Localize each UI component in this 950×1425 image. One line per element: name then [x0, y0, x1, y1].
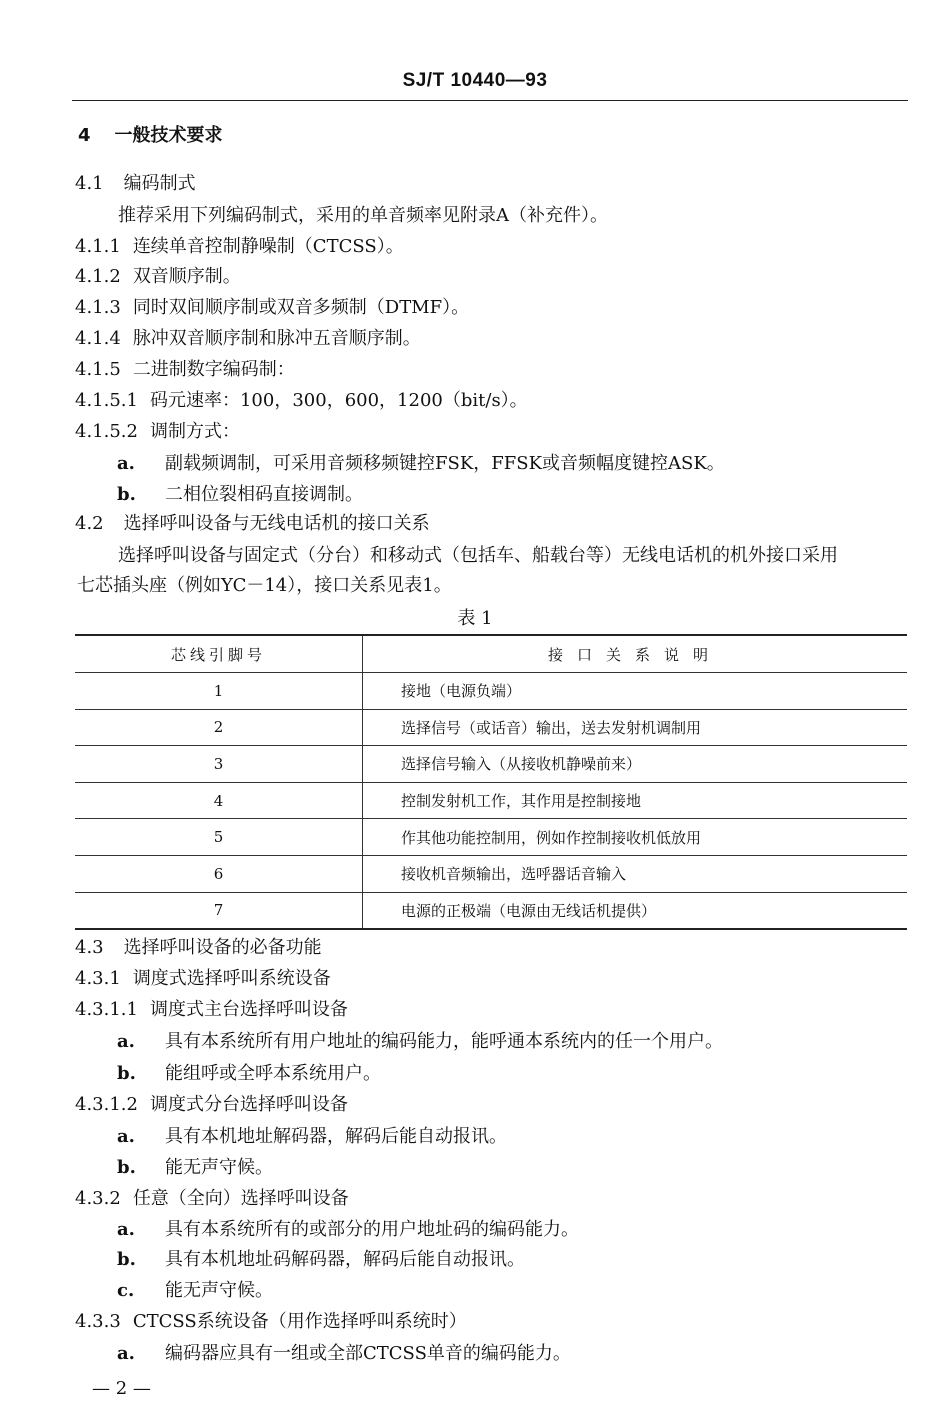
clause-4-3-1-2 [75, 1093, 348, 1117]
clause-4-1-3 [75, 296, 469, 320]
list-text: 二相位裂相码直接调制。 [165, 484, 363, 505]
list-marker: a. [117, 453, 135, 474]
clause-text: 调度式选择呼叫系统设备 [132, 968, 331, 989]
list-text: 具有本系统所有的或部分的用户地址码的编码能力。 [165, 1219, 579, 1240]
pin-cell: 6 [75, 855, 363, 892]
section-title: 一般技术要求 [114, 125, 223, 146]
clause-4-3-2 [75, 1187, 349, 1211]
description-cell: 接收机音频输出，选呼器话音输入 [363, 855, 908, 892]
list-text: 编码器应具有一组或全部CTCSS单音的编码能力。 [165, 1343, 571, 1364]
clause-number: 4.1.3 [75, 297, 121, 318]
pin-cell: 7 [75, 892, 363, 929]
clause-4-1-5-2 [75, 420, 240, 444]
paragraph: 推荐采用下列编码制式，采用的单音频率见附录A（补充件）。 [118, 205, 608, 226]
list-marker: b. [117, 1249, 136, 1270]
list-text: 具有本系统所有用户地址的编码能力，能呼通本系统内的任一个用户。 [165, 1031, 723, 1052]
clause-4-1-5 [75, 358, 295, 382]
list-text: 具有本机地址解码器，解码后能自动报讯。 [165, 1126, 507, 1147]
list-item-c [117, 1279, 273, 1303]
list-item-a [117, 1218, 579, 1242]
clause-text: 双音顺序制。 [132, 266, 241, 287]
interface-table [75, 634, 907, 930]
section-4-1 [75, 172, 196, 196]
list-item-b [117, 1156, 273, 1180]
description-cell: 选择信号输入（从接收机静噪前来） [363, 746, 908, 783]
list-marker: b. [117, 484, 136, 505]
clause-text: 连续单音控制静噪制（CTCSS）。 [132, 236, 404, 257]
pin-cell: 3 [75, 746, 363, 783]
list-text: 能组呼或全呼本系统用户。 [165, 1063, 381, 1084]
list-marker: b. [117, 1157, 136, 1178]
page-number: — 2 — [92, 1378, 151, 1399]
clause-number: 4.1.5.2 [75, 421, 138, 442]
section-4-3 [75, 936, 322, 960]
clause-number: 4.1.5 [75, 359, 121, 380]
description-cell: 接地（电源负端） [363, 673, 908, 710]
clause-text: 调度式分台选择呼叫设备 [149, 1094, 348, 1115]
list-item-b [117, 1248, 525, 1272]
list-item-a [117, 1030, 723, 1054]
section-4-2 [75, 512, 430, 536]
pin-cell: 4 [75, 782, 363, 819]
description-cell: 作其他功能控制用，例如作控制接收机低放用 [363, 819, 908, 856]
pin-cell: 5 [75, 819, 363, 856]
list-item-a [117, 1125, 507, 1149]
clause-number: 4.3.2 [75, 1188, 121, 1209]
clause-text: CTCSS系统设备（用作选择呼叫系统时） [132, 1311, 467, 1332]
paragraph: 七芯插头座（例如YC－14），接口关系见表1。 [77, 575, 452, 596]
clause-text: 调度式主台选择呼叫设备 [149, 999, 348, 1020]
list-text: 副载频调制，可采用音频移频键控FSK，FFSK或音频幅度键控ASK。 [165, 453, 725, 474]
section-title: 选择呼叫设备的必备功能 [123, 937, 322, 958]
clause-text: 同时双间顺序制或双音多频制（DTMF）。 [132, 297, 470, 318]
list-text: 能无声守候。 [165, 1280, 273, 1301]
list-marker: a. [117, 1219, 135, 1240]
list-item-a [117, 1342, 571, 1366]
section-number: 4 [78, 125, 91, 146]
clause-number: 4.3.1.1 [75, 999, 138, 1020]
clause-4-3-3 [75, 1310, 467, 1334]
list-item-a [117, 452, 725, 476]
clause-number: 4.1.5.1 [75, 390, 138, 411]
table-row [75, 709, 907, 746]
list-text: 能无声守候。 [165, 1157, 273, 1178]
clause-number: 4.3.1.2 [75, 1094, 138, 1115]
clause-number: 4.3.1 [75, 968, 121, 989]
document-header: SJ/T 10440—93 [402, 70, 548, 91]
clause-number: 4.3.3 [75, 1311, 121, 1332]
section-title: 编码制式 [123, 173, 196, 194]
section-4-heading [78, 124, 223, 148]
clause-4-1-2 [75, 265, 241, 289]
clause-4-3-1-1 [75, 998, 348, 1022]
list-item-b [117, 1062, 381, 1086]
table-row [75, 819, 907, 856]
clause-4-3-1 [75, 967, 331, 991]
pin-cell: 1 [75, 673, 363, 710]
clause-text: 码元速率：100，300，600，1200（bit/s）。 [149, 390, 528, 411]
list-marker: a. [117, 1031, 135, 1052]
description-cell: 电源的正极端（电源由无线话机提供） [363, 892, 908, 929]
section-number: 4.2 [75, 513, 104, 534]
list-marker: a. [117, 1343, 135, 1364]
table-row [75, 782, 907, 819]
section-title: 选择呼叫设备与无线电话机的接口关系 [123, 513, 430, 534]
clause-4-1-4 [75, 327, 421, 351]
clause-text: 任意（全向）选择呼叫设备 [132, 1188, 349, 1209]
paragraph: 选择呼叫设备与固定式（分台）和移动式（包括车、船载台等）无线电话机的机外接口采用 [118, 545, 838, 566]
section-number: 4.1 [75, 173, 104, 194]
section-number: 4.3 [75, 937, 104, 958]
clause-number: 4.1.2 [75, 266, 121, 287]
pin-cell: 2 [75, 709, 363, 746]
table-row [75, 673, 907, 710]
list-marker: b. [117, 1063, 136, 1084]
clause-4-1-5-1 [75, 389, 528, 413]
clause-text: 脉冲双音顺序制和脉冲五音顺序制。 [132, 328, 421, 349]
clause-4-1-1 [75, 235, 404, 259]
column-header: 接口关系说明 [363, 635, 908, 673]
table-row [75, 892, 907, 929]
clause-number: 4.1.1 [75, 236, 121, 257]
header-rule [72, 100, 908, 101]
description-cell: 控制发射机工作，其作用是控制接地 [363, 782, 908, 819]
table-row [75, 855, 907, 892]
clause-text: 二进制数字编码制： [132, 359, 295, 380]
list-text: 具有本机地址码解码器，解码后能自动报讯。 [165, 1249, 525, 1270]
table-row [75, 746, 907, 783]
table-caption: 表 1 [457, 608, 493, 629]
list-marker: c. [117, 1280, 135, 1301]
description-cell: 选择信号（或话音）输出，送去发射机调制用 [363, 709, 908, 746]
list-marker: a. [117, 1126, 135, 1147]
column-header: 芯线引脚号 [75, 635, 363, 673]
table-header-row [75, 635, 907, 673]
list-item-b [117, 483, 363, 507]
clause-number: 4.1.4 [75, 328, 121, 349]
clause-text: 调制方式： [149, 421, 240, 442]
